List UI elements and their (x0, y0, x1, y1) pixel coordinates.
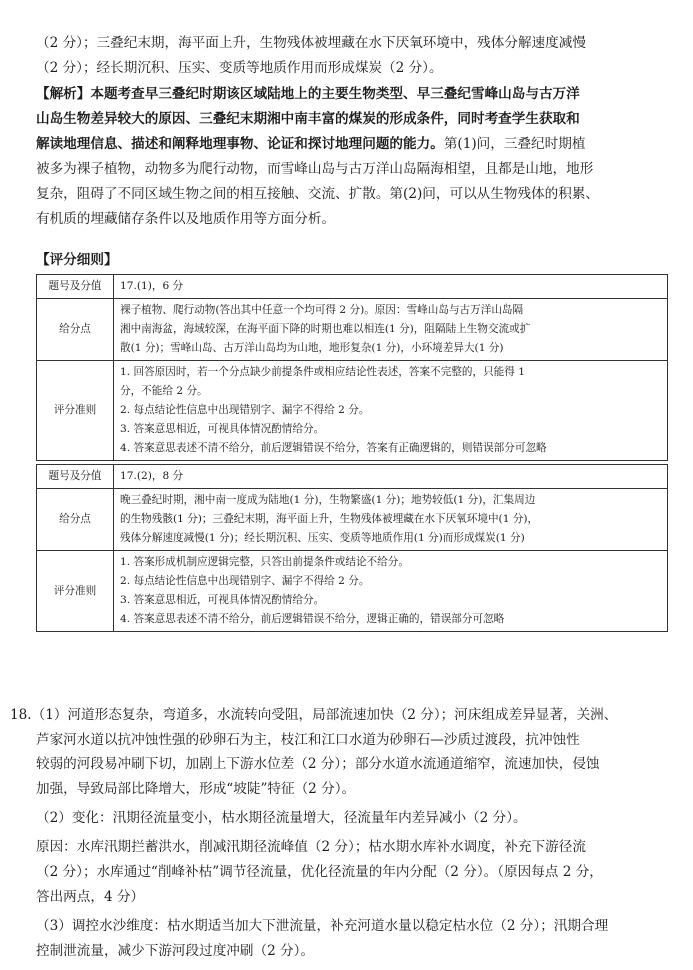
answer-line: （2 分）；三叠纪末期，海平面上升，生物残体被埋藏在水下厌氧环境中，残体分解速度减慢 (36, 35, 586, 51)
table-cell-label: 题号及分值 (37, 465, 114, 489)
rubric-heading: 【评分细则】 (36, 252, 118, 268)
table-row (37, 465, 668, 489)
q18-line: （2）变化：汛期径流量变小，枯水期径流量增大，径流量年内差异减小（2 分）。 (36, 810, 527, 826)
answer-line: （2 分）；经长期沉积、压实、变质等地质作用而形成煤炭（2 分）。 (36, 60, 443, 76)
q18-line: 加强，导致局部比降增大，形成“坡陡”特征（2 分）。 (36, 781, 356, 797)
analysis-label: 【解析】 (36, 86, 91, 102)
q18-line: 18.（1）河道形态复杂，弯道多，水流转向受阻，局部流速加快（2 分）；河床组成差异显著，关洲、 (10, 707, 618, 723)
table-cell-label: 评分准则 (37, 551, 114, 632)
q18-line: （3）调控水沙维度：枯水期适当加大下泄流量，补充河道水量以稳定枯水位（2 分）；汛期合理 (36, 918, 609, 934)
table-cell: 1. 答案形成机制应逻辑完整，只答出前提条件或结论不给分。 2. 每点结论性信息中出现错别字、漏字不得给 2 分。 3. 答案意思相近，可视具体情况酌情给分。 4. 答案意思表述不清不给分，前后逻辑错误不给分，逻辑正确的，错误部分可忽略 (114, 551, 668, 632)
table-cell: 晚三叠纪时期，湘中南一度成为陆地(1 分)，生物繁盛(1 分)；地势较低(1 分)，汇集周边 的生物残骸(1 分)；三叠纪末期，海平面上升，生物残体被埋藏在水下厌氧环境中(1 分)， 残体分解速度减慢(1 分)；经长期沉积、压实、变质等地质作用(1 分)而形成煤炭(1 分) (114, 489, 668, 551)
table-cell-label: 给分点 (37, 489, 114, 551)
table-cell: 裸子植物、爬行动物(答出其中任意一个均可得 2 分)。原因：雪峰山岛与古万洋山岛隔 湘中南海盆，海域较深，在海平面下降的时期也难以相连(1 分)，阻隔陆上生物交流或扩 散(1 分)；雪峰山岛、古万洋山岛均为山地，地形复杂(1 分)，小环境差异大(1 分) (114, 299, 668, 361)
q18-line: 答出两点，4 分） (36, 889, 145, 905)
table-row (37, 361, 668, 461)
table-cell: 17.(1)，6 分 (114, 275, 668, 299)
q18-line: 较弱的河段易冲刷下切，加剧上下游水位差（2 分）；部分水道水流通道缩窄，流速加快，侵蚀 (36, 756, 600, 772)
analysis-line: 复杂，阻碍了不同区域生物之间的相互接触、交流、扩散。第(2)问，可以从生物残体的积累、 (36, 186, 600, 202)
analysis-line: 【解析】本题考查早三叠纪时期该区域陆地上的主要生物类型、早三叠纪雪峰山岛与古万洋 (36, 86, 580, 102)
table-cell-label: 题号及分值 (37, 275, 114, 299)
q18-line: 控制泄流量，减少下游河段过度冲刷（2 分）。 (36, 943, 315, 959)
table-row (37, 551, 668, 632)
q18-line: 芦家河水道以抗冲蚀性强的砂卵石为主，枝江和江口水道为砂卵石—沙质过渡段，抗冲蚀性 (36, 732, 580, 748)
table-cell: 1. 回答原因时，若一个分点缺少前提条件或相应结论性表述，答案不完整的，只能得 1 分，不能给 2 分。 2. 每点结论性信息中出现错别字、漏字不得给 2 分。 3. 答案意思相近，可视具体情况酌情给分。 4. 答案意思表述不清不给分，前后逻辑错误不给分，答案有正确逻辑的，则错误部分可忽略 (114, 361, 668, 461)
table-cell-label: 评分准则 (37, 361, 114, 461)
table-row (37, 275, 668, 299)
analysis-line: 有机质的埋藏储存条件以及地质作用等方面分析。 (36, 211, 336, 227)
analysis-line: 山岛生物差异较大的原因、三叠纪末期湘中南丰富的煤炭的形成条件，同时考查学生获取和 (36, 111, 580, 127)
analysis-line: 解读地理信息、描述和阐释地理事物、论证和探讨地理问题的能力。第(1)问，三叠纪时期植 (36, 136, 586, 152)
table-row (37, 299, 668, 361)
q18-line: （2 分）；水库通过“削峰补枯”调节径流量，优化径流量的年内分配（2 分）。（原因每点 2 分， (36, 864, 603, 880)
analysis-line: 被多为裸子植物，动物多为爬行动物，而雪峰山岛与古万洋山岛隔海相望，且都是山地，地形 (36, 161, 594, 177)
q18-line: 原因：水库汛期拦蓄洪水，削减汛期径流峰值（2 分）；枯水期水库补水调度，补充下游径流 (36, 839, 586, 855)
table-cell-label: 给分点 (37, 299, 114, 361)
table-cell: 17.(2)，8 分 (114, 465, 668, 489)
rubric-table (36, 274, 668, 632)
table-row (37, 489, 668, 551)
